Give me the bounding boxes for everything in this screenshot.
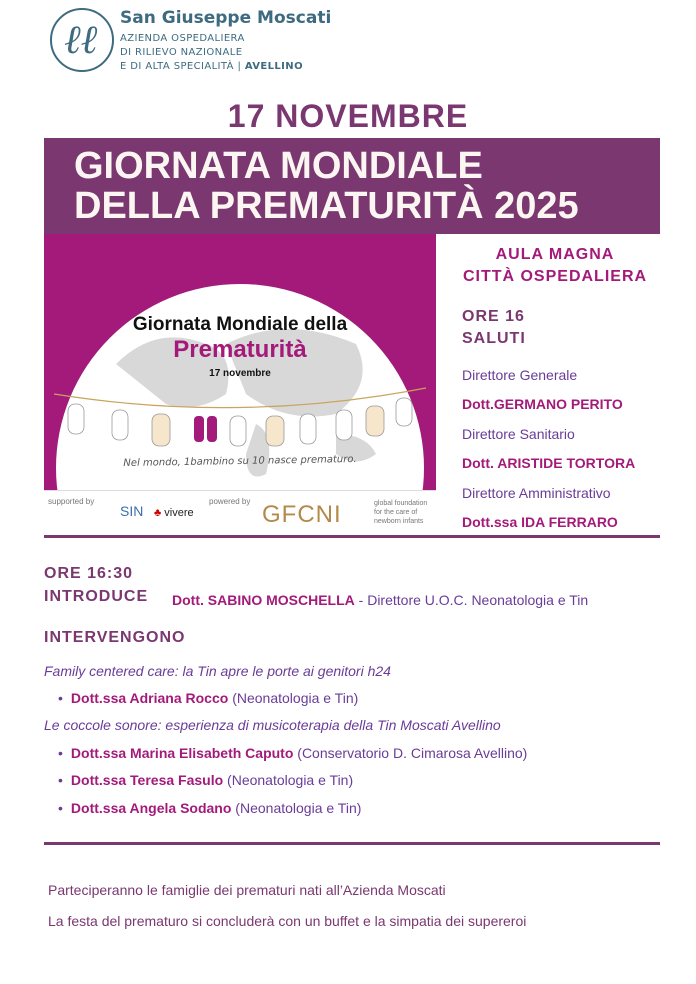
sin-logo: SIN [120,503,144,519]
name-dg: Dott.GERMANO PERITO [462,396,623,412]
divider [44,535,660,538]
role-dg: Direttore Generale [462,367,578,383]
clothesline-socks-icon [54,384,426,454]
poster-date: 17 novembre [209,368,271,379]
divider [44,842,660,845]
venue: AULA MAGNA CITTÀ OSPEDALIERA [462,246,648,285]
poster-title-accent: Prematurità [173,336,307,363]
poster-image [44,234,436,536]
introduce-label: INTRODUCE [44,588,149,605]
poster-title: Giornata Mondiale della [132,314,348,335]
name-ds: Dott. ARISTIDE TORTORA [462,455,636,471]
gfcni-logo: GFCNI [262,501,342,528]
event-date: 17 NOVEMBRE [227,98,469,134]
vivere-logo: ♣ vivere [154,507,194,519]
name-da: Dott.ssa IDA FERRARO [462,514,618,530]
introduce-time: ORE 16:30 [44,565,134,582]
introduce-speaker: Dott. SABINO MOSCHELLA - Direttore U.O.C. Neonatologia e Tin [172,592,589,608]
role-da: Direttore Amministrativo [462,485,611,501]
speaker-item: • Dott.ssa Adriana Rocco (Neonatologia e Tin) [58,690,358,706]
event-title: GIORNATA MONDIALE DELLA PREMATURITÀ 2025 [44,138,660,234]
footer-note: La festa del prematuro si concluderà con un buffet e la simpatia dei supereroi [48,913,527,929]
poster-tagline: Nel mondo, 1bambino su 10 nasce prematuro. [123,453,357,470]
powered-by-label: powered by [209,497,251,506]
poster-sponsors [44,490,436,536]
supported-by-label: supported by [48,497,95,506]
saluti-heading: ORE 16 SALUTI [462,308,526,347]
intervengono-label: INTERVENGONO [44,629,186,646]
topic-title: Le coccole sonore: esperienza di musicoterapia della Tin Moscati Avellino [44,717,501,733]
role-ds: Direttore Sanitario [462,426,575,442]
speaker-item: • Dott.ssa Angela Sodano (Neonatologia e Tin) [58,800,361,816]
speaker-item: • Dott.ssa Teresa Fasulo (Neonatologia e Tin) [58,772,353,788]
gfcni-subtitle: global foundation for the care of newborn infants [374,500,428,525]
org-name: San Giuseppe Moscati [120,8,332,28]
speaker-item: • Dott.ssa Marina Elisabeth Caputo (Conservatorio D. Cimarosa Avellino) [58,745,527,761]
org-subtitle: AZIENDA OSPEDALIERA DI RILIEVO NAZIONALE E DI ALTA SPECIALITÀ | AVELLINO [120,33,303,72]
hospital-logo-icon: ℓℓ [50,8,114,72]
footer-note: Parteciperanno le famiglie dei prematuri nati all’Azienda Moscati [48,882,446,898]
topic-title: Family centered care: la Tin apre le porte ai genitori h24 [44,663,391,679]
